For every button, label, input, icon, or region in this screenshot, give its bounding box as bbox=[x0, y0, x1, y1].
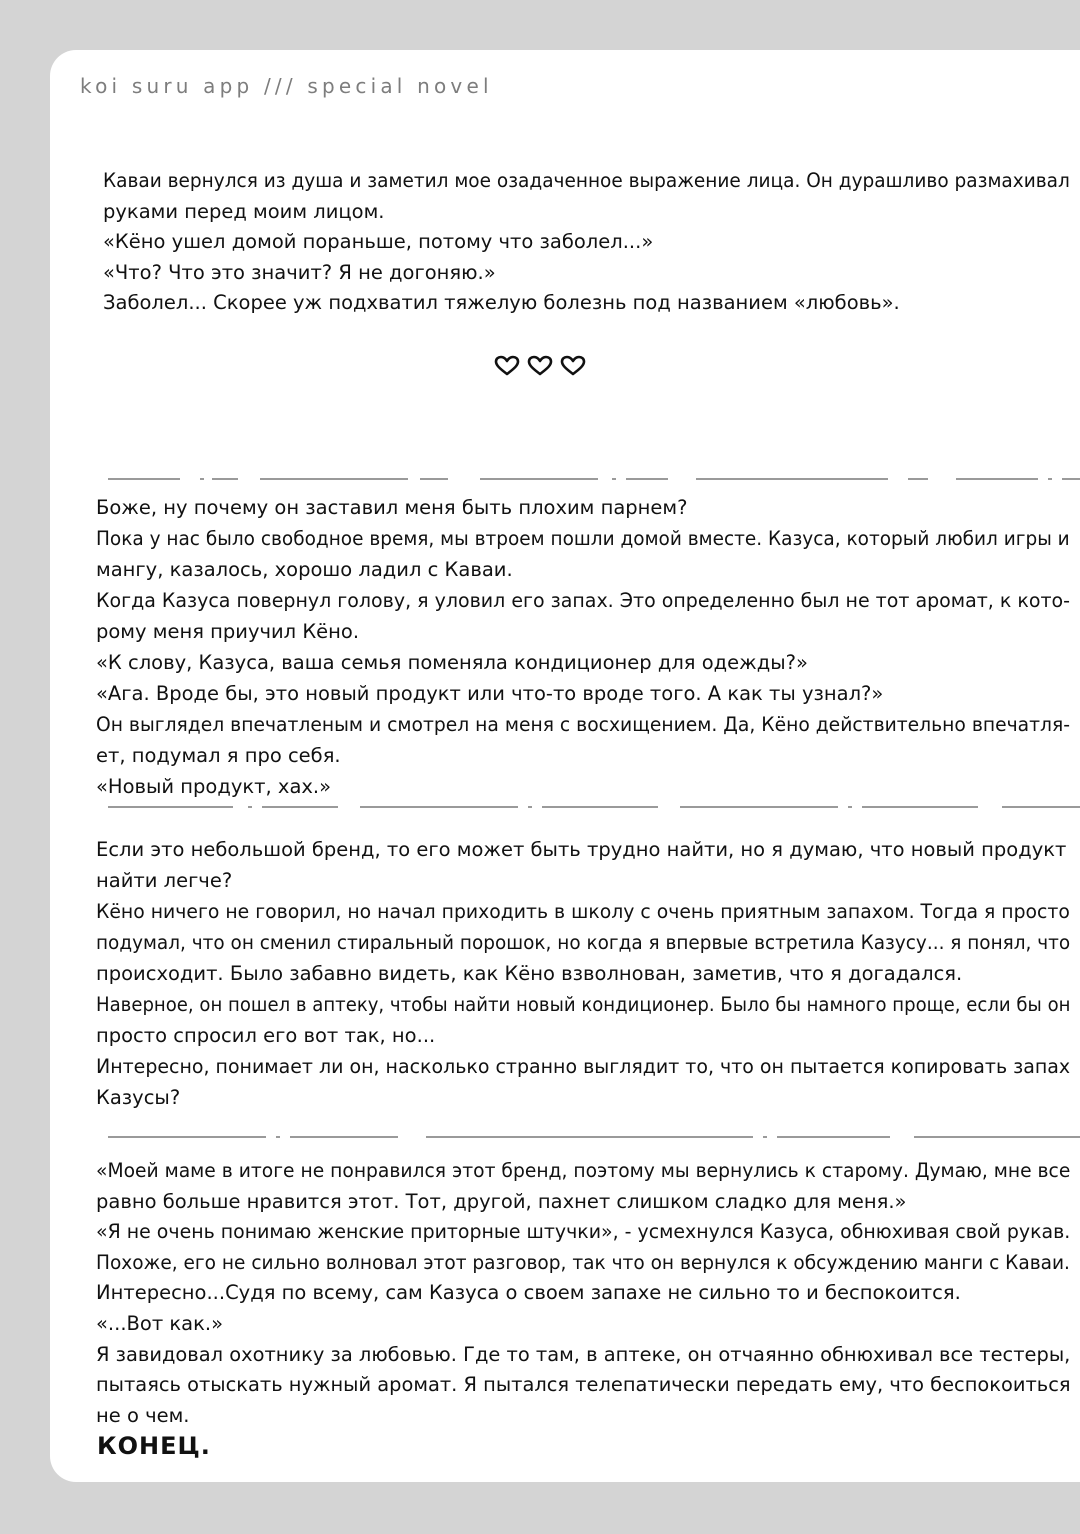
paragraph-section-4 bbox=[96, 1156, 1071, 1431]
text-line: «Что? Что это значит? Я не догоняю.» bbox=[103, 260, 496, 284]
text-line: рому меня приучил Кёно. bbox=[96, 620, 360, 643]
text-line: Казусы? bbox=[96, 1086, 181, 1109]
text-line: «Ага. Вроде бы, это новый продукт или что-то вроде того. А как ты узнал?» bbox=[96, 682, 884, 705]
heart-icon bbox=[496, 357, 518, 374]
text-line: Кёно ничего не говорил, но начал приходить в школу с очень приятным запахом. Тогда я просто bbox=[96, 900, 1070, 923]
text-line: «Моей маме в итоге не понравился этот бренд, поэтому мы вернулись к старому. Думаю, мне все bbox=[96, 1159, 1071, 1182]
text-line: Наверное, он пошел в аптеку, чтобы найти новый кондиционер. Было бы намного проще, если бы он bbox=[96, 993, 1071, 1016]
paragraph-section-2 bbox=[96, 492, 1071, 802]
text-line: «...Вот как.» bbox=[96, 1311, 224, 1335]
text-line: «Я не очень понимаю женские приторные штучки», - усмехнулся Казуса, обнюхивая свой рукав. bbox=[96, 1220, 1071, 1244]
text-line: «К слову, Казуса, ваша семья поменяла кондиционер для одежды?» bbox=[96, 651, 808, 674]
text-line: Заболел... Скорее уж подхватил тяжелую болезнь под названием «любовь». bbox=[103, 291, 900, 314]
text-line: Когда Казуса повернул голову, я уловил его запах. Это определенно был не тот аромат, к кото- bbox=[96, 589, 1071, 612]
text-line: происходит. Было забавно видеть, как Кёно взволнован, заметив, что я догадался. bbox=[96, 962, 963, 985]
text-line: равно больше нравится этот. Тот, другой, пахнет слишком сладко для меня.» bbox=[96, 1189, 907, 1213]
text-line: подумал, что он сменил стиральный порошок, но когда я впервые встретила Казусу... я понял, что bbox=[96, 931, 1071, 954]
text-line: ет, подумал я про себя. bbox=[96, 744, 341, 767]
text-line: Я завидовал охотнику за любовью. Где то там, в аптеке, он отчаянно обнюхивал все тестеры, bbox=[96, 1342, 1071, 1366]
text-line: Он выглядел впечатленым и смотрел на меня с восхищением. Да, Кёно действительно впечатля- bbox=[96, 713, 1071, 736]
hearts-separator bbox=[490, 352, 590, 382]
text-line: пытаясь отыскать нужный аромат. Я пытался телепатически передать ему, что беспокоиться bbox=[96, 1373, 1071, 1397]
text-line: Если это небольшой бренд, то его может быть трудно найти, но я думаю, что новый продукт bbox=[96, 838, 1067, 861]
heart-icon-group bbox=[490, 352, 590, 382]
dashed-divider bbox=[108, 804, 1080, 810]
text-line: Боже, ну почему он заставил меня быть плохим парнем? bbox=[96, 496, 688, 519]
text-line: найти легче? bbox=[96, 869, 233, 892]
the-end-label: КОНЕЦ. bbox=[97, 1432, 211, 1460]
text-line: «Новый продукт, хах.» bbox=[96, 775, 332, 798]
text-line: руками перед моим лицом. bbox=[103, 199, 385, 223]
text-line: Интересно, понимает ли он, насколько странно выглядит то, что он пытается копировать запах bbox=[96, 1055, 1071, 1078]
text-line: Каваи вернулся из душа и заметил мое озадаченное выражение лица. Он дурашливо размахивал bbox=[103, 169, 1070, 192]
text-line: Интересно...Судя по всему, сам Казуса о своем запахе не сильно то и беспокоится. bbox=[96, 1281, 961, 1305]
text-line: просто спросил его вот так, но... bbox=[96, 1024, 436, 1047]
text-line: «Кёно ушел домой пораньше, потому что заболел...» bbox=[103, 230, 654, 253]
dashed-divider bbox=[108, 1134, 1080, 1140]
paragraph-section-3 bbox=[96, 834, 1071, 1113]
page-header-title: koi suru app /// special novel bbox=[80, 74, 493, 98]
text-line: не о чем. bbox=[96, 1403, 190, 1427]
text-line: мангу, казалось, хорошо ладил с Каваи. bbox=[96, 558, 513, 581]
paragraph-section-1 bbox=[103, 166, 1070, 319]
text-line: Пока у нас было свободное время, мы втроем пошли домой вместе. Казуса, который любил игры и bbox=[96, 527, 1070, 550]
heart-icon bbox=[529, 357, 551, 374]
text-line: Похоже, его не сильно волновал этот разговор, так что он вернулся к обсуждению манги с Каваи. bbox=[96, 1250, 1070, 1274]
dashed-divider bbox=[108, 476, 1080, 482]
heart-icon bbox=[562, 357, 584, 374]
